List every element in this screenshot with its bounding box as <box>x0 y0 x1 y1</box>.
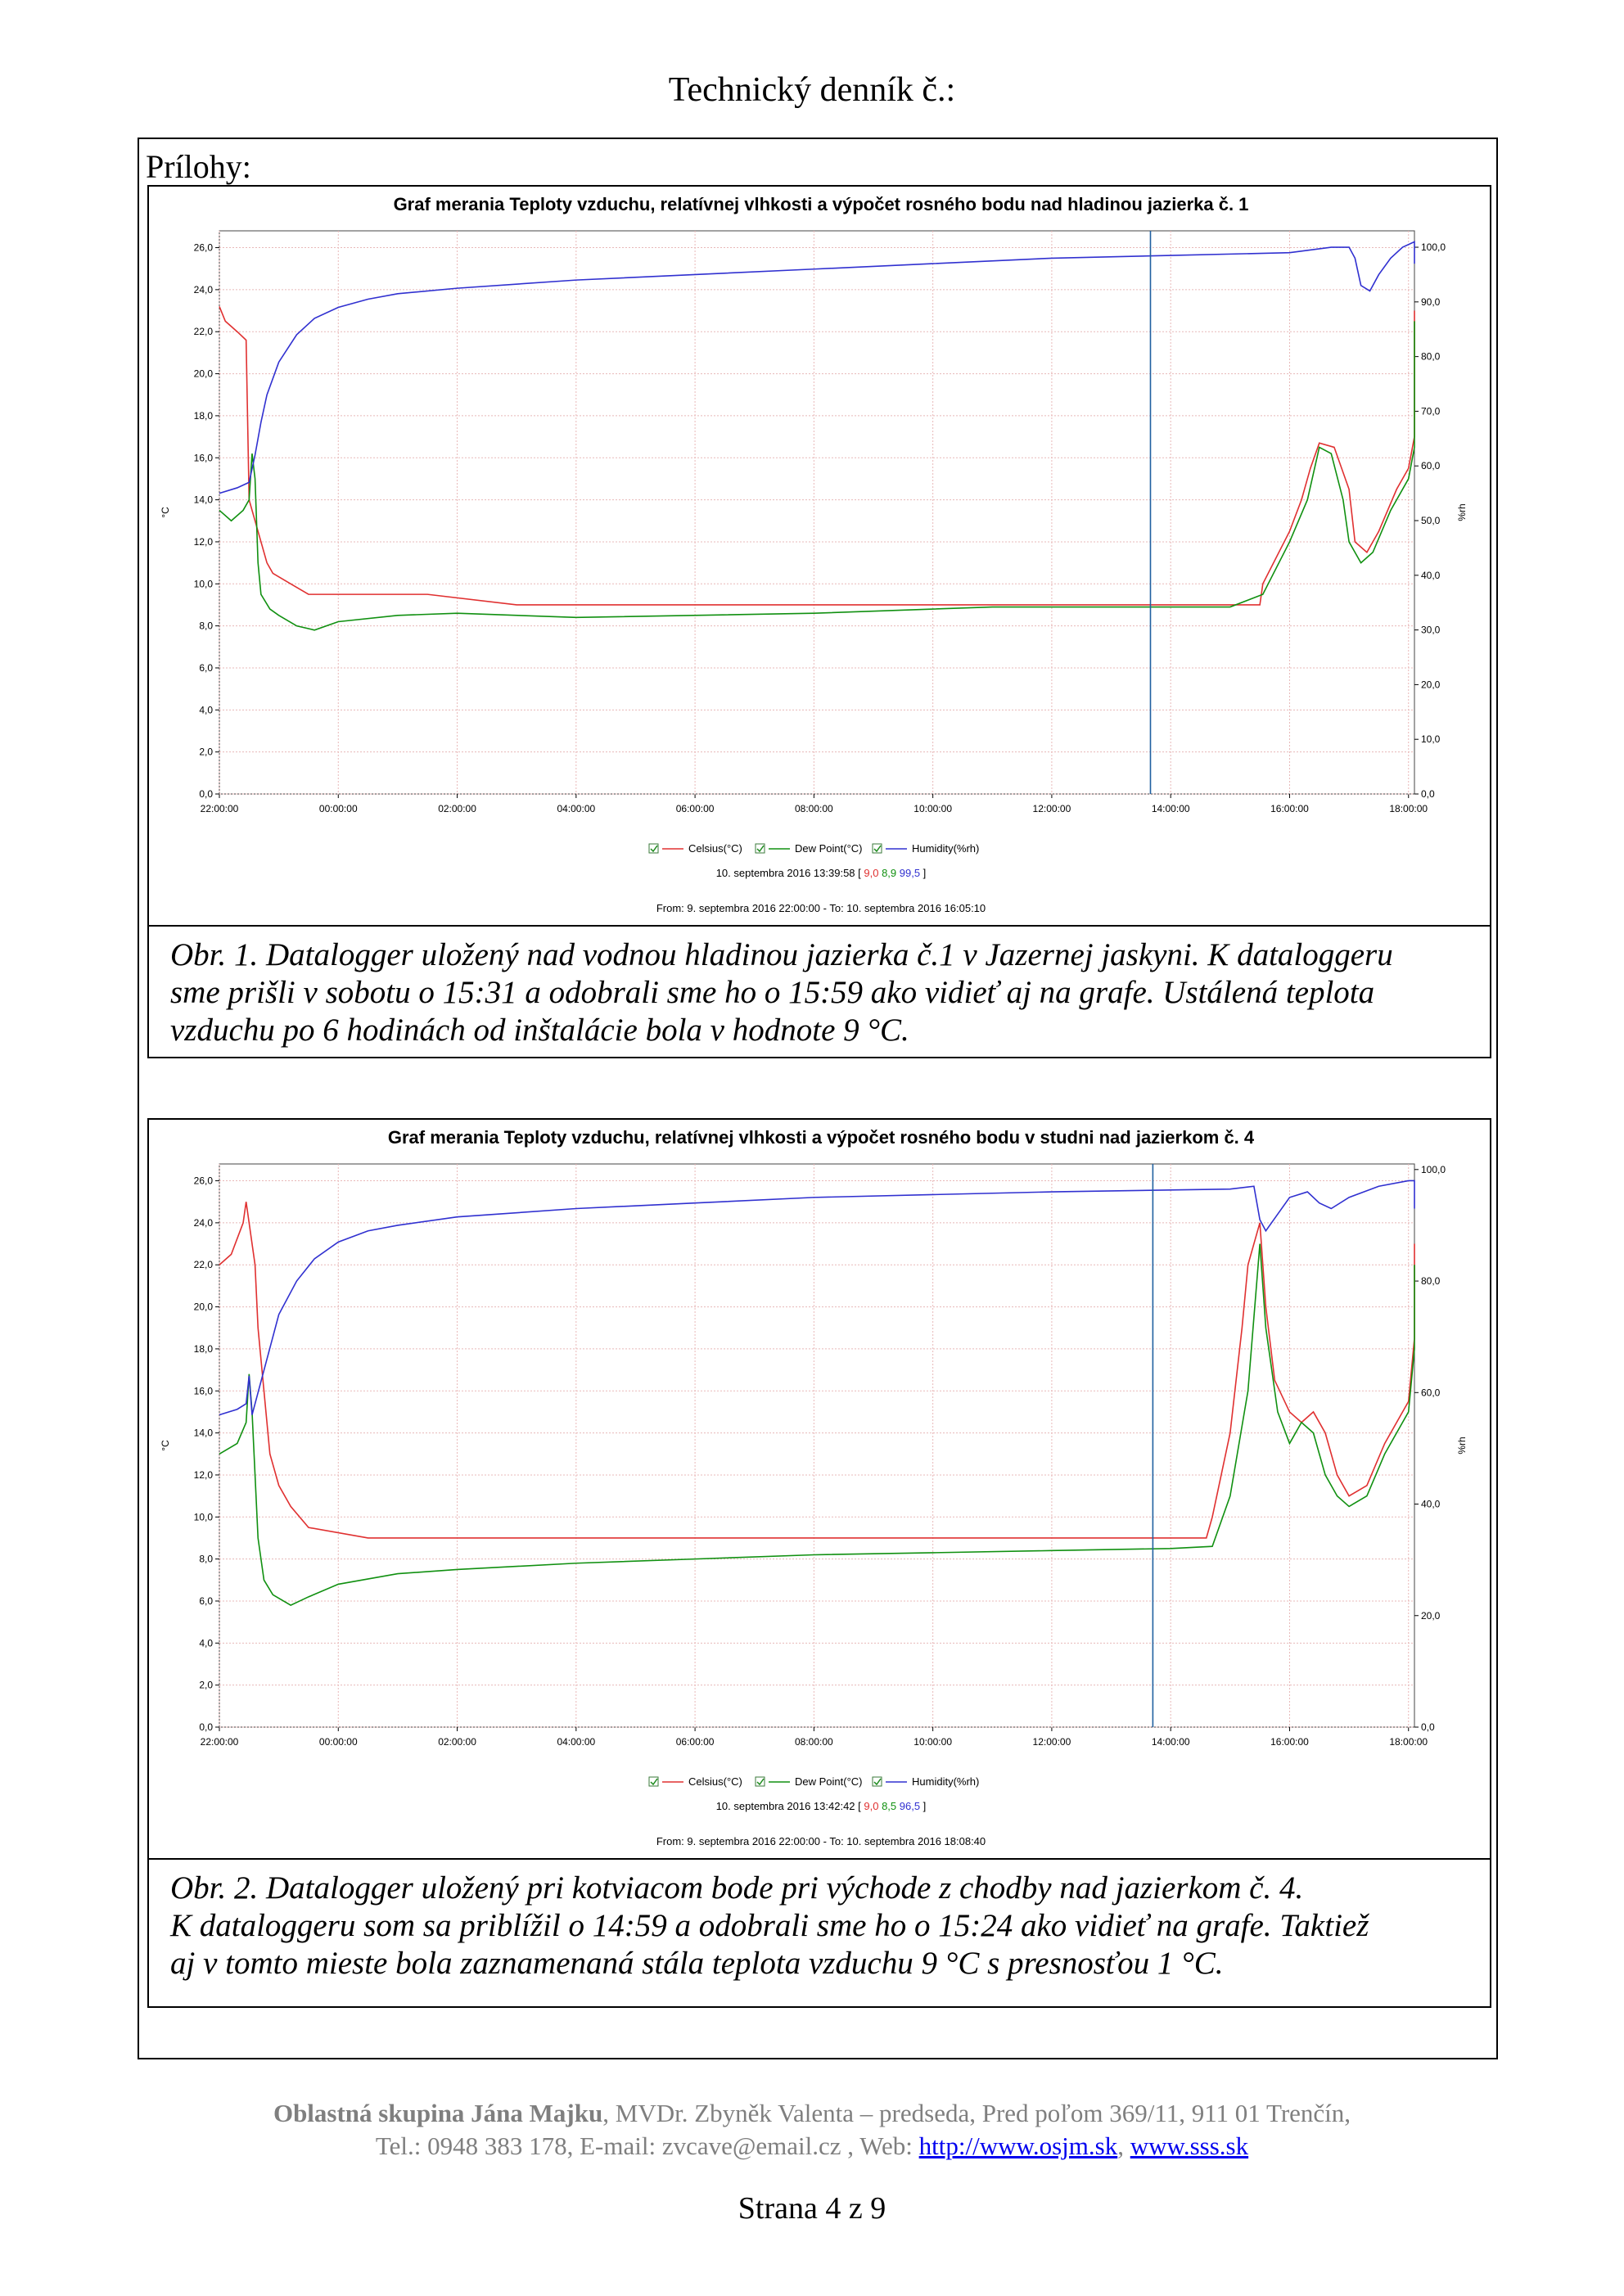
y-left-tick-label: 22,0 <box>193 326 213 338</box>
footer-contact: , MVDr. Zbyněk Valenta – predseda, Pred poľom 369/11, 911 01 Trenčín, <box>602 2099 1351 2127</box>
y-left-tick-label: 26,0 <box>193 241 213 254</box>
y-left-tick-label: 16,0 <box>193 452 213 464</box>
y-right-tick-label: 100,0 <box>1421 241 1446 254</box>
x-tick-label: 00:00:00 <box>318 803 358 814</box>
cursor-bracket: ] <box>923 1800 927 1812</box>
y-left-tick-label: 10,0 <box>193 1511 213 1523</box>
y-left-tick-label: 0,0 <box>199 1721 213 1733</box>
cursor-date: 10. septembra 2016 13:42:42 [ <box>715 1800 864 1812</box>
y-left-tick-label: 8,0 <box>199 1553 213 1565</box>
plot-area <box>219 1164 1414 1727</box>
y-right-tick-label: 80,0 <box>1421 1275 1441 1288</box>
footer-org: Oblastná skupina Jána Majku <box>273 2099 603 2127</box>
y-right-tick-label: 30,0 <box>1421 624 1441 636</box>
cursor-date: 10. septembra 2016 13:39:58 [ <box>715 867 864 879</box>
cursor-value: 99,5 <box>899 867 923 879</box>
y-left-tick-label: 8,0 <box>199 620 213 632</box>
y-right-tick-label: 100,0 <box>1421 1163 1446 1175</box>
caption-2-line-1: Obr. 2. Datalogger uložený pri kotviacom bode pri východe z chodby nad jazierkom č. 4. <box>170 1870 1304 1906</box>
document-header: Technický denník č.: <box>668 71 956 109</box>
cursor-readout <box>716 1800 927 1812</box>
y-left-tick-label: 20,0 <box>193 1301 213 1313</box>
y-left-tick-label: 4,0 <box>199 1637 213 1649</box>
x-tick-label: 22:00:00 <box>200 803 239 814</box>
y-right-axis-label: %rh <box>1456 1437 1468 1455</box>
legend-label: Humidity(%rh) <box>912 1775 980 1788</box>
chart-1-svg <box>149 187 1493 928</box>
legend-label: Dew Point(°C) <box>795 842 863 855</box>
chart-2-title: Graf merania Teploty vzduchu, relatívnej vlhkosti a výpočet rosného bodu v studni nad jazierkom č. 4 <box>387 1127 1255 1148</box>
y-left-tick-label: 4,0 <box>199 704 213 716</box>
y-left-tick-label: 6,0 <box>199 1595 213 1607</box>
y-left-axis-label: °C <box>160 507 171 518</box>
x-tick-label: 06:00:00 <box>675 1736 715 1748</box>
x-tick-label: 04:00:00 <box>557 803 596 814</box>
y-right-tick-label: 60,0 <box>1421 1387 1441 1399</box>
caption-1-line-3: vzduchu po 6 hodinách od inštalácie bola v hodnote 9 °C. <box>170 1013 909 1048</box>
legend-label: Dew Point(°C) <box>795 1775 863 1788</box>
y-right-tick-label: 0,0 <box>1421 1721 1435 1733</box>
y-left-axis-label: °C <box>160 1440 171 1451</box>
page-number: Strana 4 z 9 <box>738 2191 886 2226</box>
legend-label: Celsius(°C) <box>688 842 742 855</box>
y-left-tick-label: 6,0 <box>199 661 213 674</box>
y-right-tick-label: 90,0 <box>1421 295 1441 308</box>
y-right-axis-label: %rh <box>1456 503 1468 521</box>
y-left-tick-label: 24,0 <box>193 283 213 295</box>
footer-link-sss[interactable]: www.sss.sk <box>1130 2131 1249 2160</box>
plot-area <box>219 231 1414 794</box>
x-tick-label: 12:00:00 <box>1032 803 1071 814</box>
cursor-value: 9,0 <box>864 1800 882 1812</box>
y-right-tick-label: 10,0 <box>1421 733 1441 746</box>
footer-link-osjm[interactable]: http://www.osjm.sk <box>918 2131 1118 2160</box>
caption-2 <box>147 1858 1491 2008</box>
cursor-readout <box>716 867 927 879</box>
y-left-tick-label: 2,0 <box>199 1679 213 1691</box>
caption-1 <box>147 925 1491 1058</box>
caption-2-line-3: aj v tomto mieste bola zaznamenaná stála teplota vzduchu 9 °C s presnosťou 1 °C. <box>170 1946 1224 1981</box>
x-tick-label: 22:00:00 <box>200 1736 239 1748</box>
cursor-value: 8,5 <box>882 1800 900 1812</box>
x-tick-label: 08:00:00 <box>795 803 833 814</box>
y-left-tick-label: 18,0 <box>193 1342 213 1355</box>
y-right-tick-label: 20,0 <box>1421 679 1441 691</box>
caption-1-line-2: sme prišli v sobotu o 15:31 a odobrali sme ho o 15:59 ako vidieť aj na grafe. Ustálená teplota <box>170 975 1375 1010</box>
y-left-tick-label: 22,0 <box>193 1259 213 1271</box>
x-tick-label: 18:00:00 <box>1389 1736 1428 1748</box>
range-text: From: 9. septembra 2016 22:00:00 - To: 10. septembra 2016 18:08:40 <box>656 1835 986 1847</box>
y-left-tick-label: 10,0 <box>193 578 213 590</box>
y-right-tick-label: 40,0 <box>1421 1498 1441 1510</box>
y-left-tick-label: 24,0 <box>193 1216 213 1229</box>
caption-2-line-2: K dataloggeru som sa priblížil o 14:59 a odobrali sme ho o 15:24 ako vidieť na grafe. Taktiež <box>170 1908 1369 1943</box>
x-tick-label: 04:00:00 <box>557 1736 596 1748</box>
footer-contact-2: Tel.: 0948 383 178, E-mail: zvcave@email.cz , Web: <box>375 2131 919 2160</box>
y-left-tick-label: 14,0 <box>193 1427 213 1439</box>
cursor-value: 9,0 <box>864 867 882 879</box>
x-tick-label: 12:00:00 <box>1032 1736 1071 1748</box>
y-left-tick-label: 12,0 <box>193 535 213 548</box>
cursor-value: 96,5 <box>899 1800 923 1812</box>
y-left-tick-label: 0,0 <box>199 788 213 800</box>
y-left-tick-label: 18,0 <box>193 409 213 422</box>
cursor-bracket: ] <box>923 867 927 879</box>
y-left-tick-label: 20,0 <box>193 368 213 380</box>
footer-line-1 <box>0 2099 1624 2128</box>
x-tick-label: 18:00:00 <box>1389 803 1428 814</box>
chart-1-title: Graf merania Teploty vzduchu, relatívnej vlhkosti a výpočet rosného bodu nad hladinou jazierka č. 1 <box>393 194 1249 214</box>
x-tick-label: 02:00:00 <box>438 1736 476 1748</box>
x-tick-label: 06:00:00 <box>675 803 715 814</box>
caption-1-line-1: Obr. 1. Datalogger uložený nad vodnou hladinou jazierka č.1 v Jazernej jaskyni. K dataloggeru <box>170 937 1393 972</box>
y-right-tick-label: 20,0 <box>1421 1609 1441 1622</box>
chart-1 <box>147 185 1491 927</box>
x-tick-label: 10:00:00 <box>914 1736 953 1748</box>
range-text: From: 9. septembra 2016 22:00:00 - To: 10. septembra 2016 16:05:10 <box>656 902 986 914</box>
y-right-tick-label: 80,0 <box>1421 350 1441 363</box>
y-right-tick-label: 0,0 <box>1421 788 1435 800</box>
x-tick-label: 10:00:00 <box>914 803 953 814</box>
x-tick-label: 00:00:00 <box>318 1736 358 1748</box>
attachments-label: Prílohy: <box>146 148 251 185</box>
y-left-tick-label: 16,0 <box>193 1385 213 1397</box>
legend-label: Humidity(%rh) <box>912 842 980 855</box>
y-right-tick-label: 50,0 <box>1421 515 1441 527</box>
y-right-tick-label: 60,0 <box>1421 460 1441 472</box>
y-right-tick-label: 40,0 <box>1421 569 1441 581</box>
x-tick-label: 14:00:00 <box>1151 803 1190 814</box>
footer-separator: , <box>1117 2131 1130 2160</box>
y-left-tick-label: 14,0 <box>193 494 213 506</box>
cursor-value: 8,9 <box>882 867 900 879</box>
x-tick-label: 16:00:00 <box>1270 1736 1309 1748</box>
footer-line-2 <box>0 2131 1624 2161</box>
chart-2 <box>147 1118 1491 1860</box>
y-right-tick-label: 70,0 <box>1421 405 1441 417</box>
y-left-tick-label: 26,0 <box>193 1175 213 1187</box>
y-left-tick-label: 2,0 <box>199 746 213 758</box>
x-tick-label: 08:00:00 <box>795 1736 833 1748</box>
legend-label: Celsius(°C) <box>688 1775 742 1788</box>
x-tick-label: 16:00:00 <box>1270 803 1309 814</box>
x-tick-label: 02:00:00 <box>438 803 476 814</box>
x-tick-label: 14:00:00 <box>1151 1736 1190 1748</box>
chart-2-svg <box>149 1120 1493 1861</box>
y-left-tick-label: 12,0 <box>193 1468 213 1481</box>
